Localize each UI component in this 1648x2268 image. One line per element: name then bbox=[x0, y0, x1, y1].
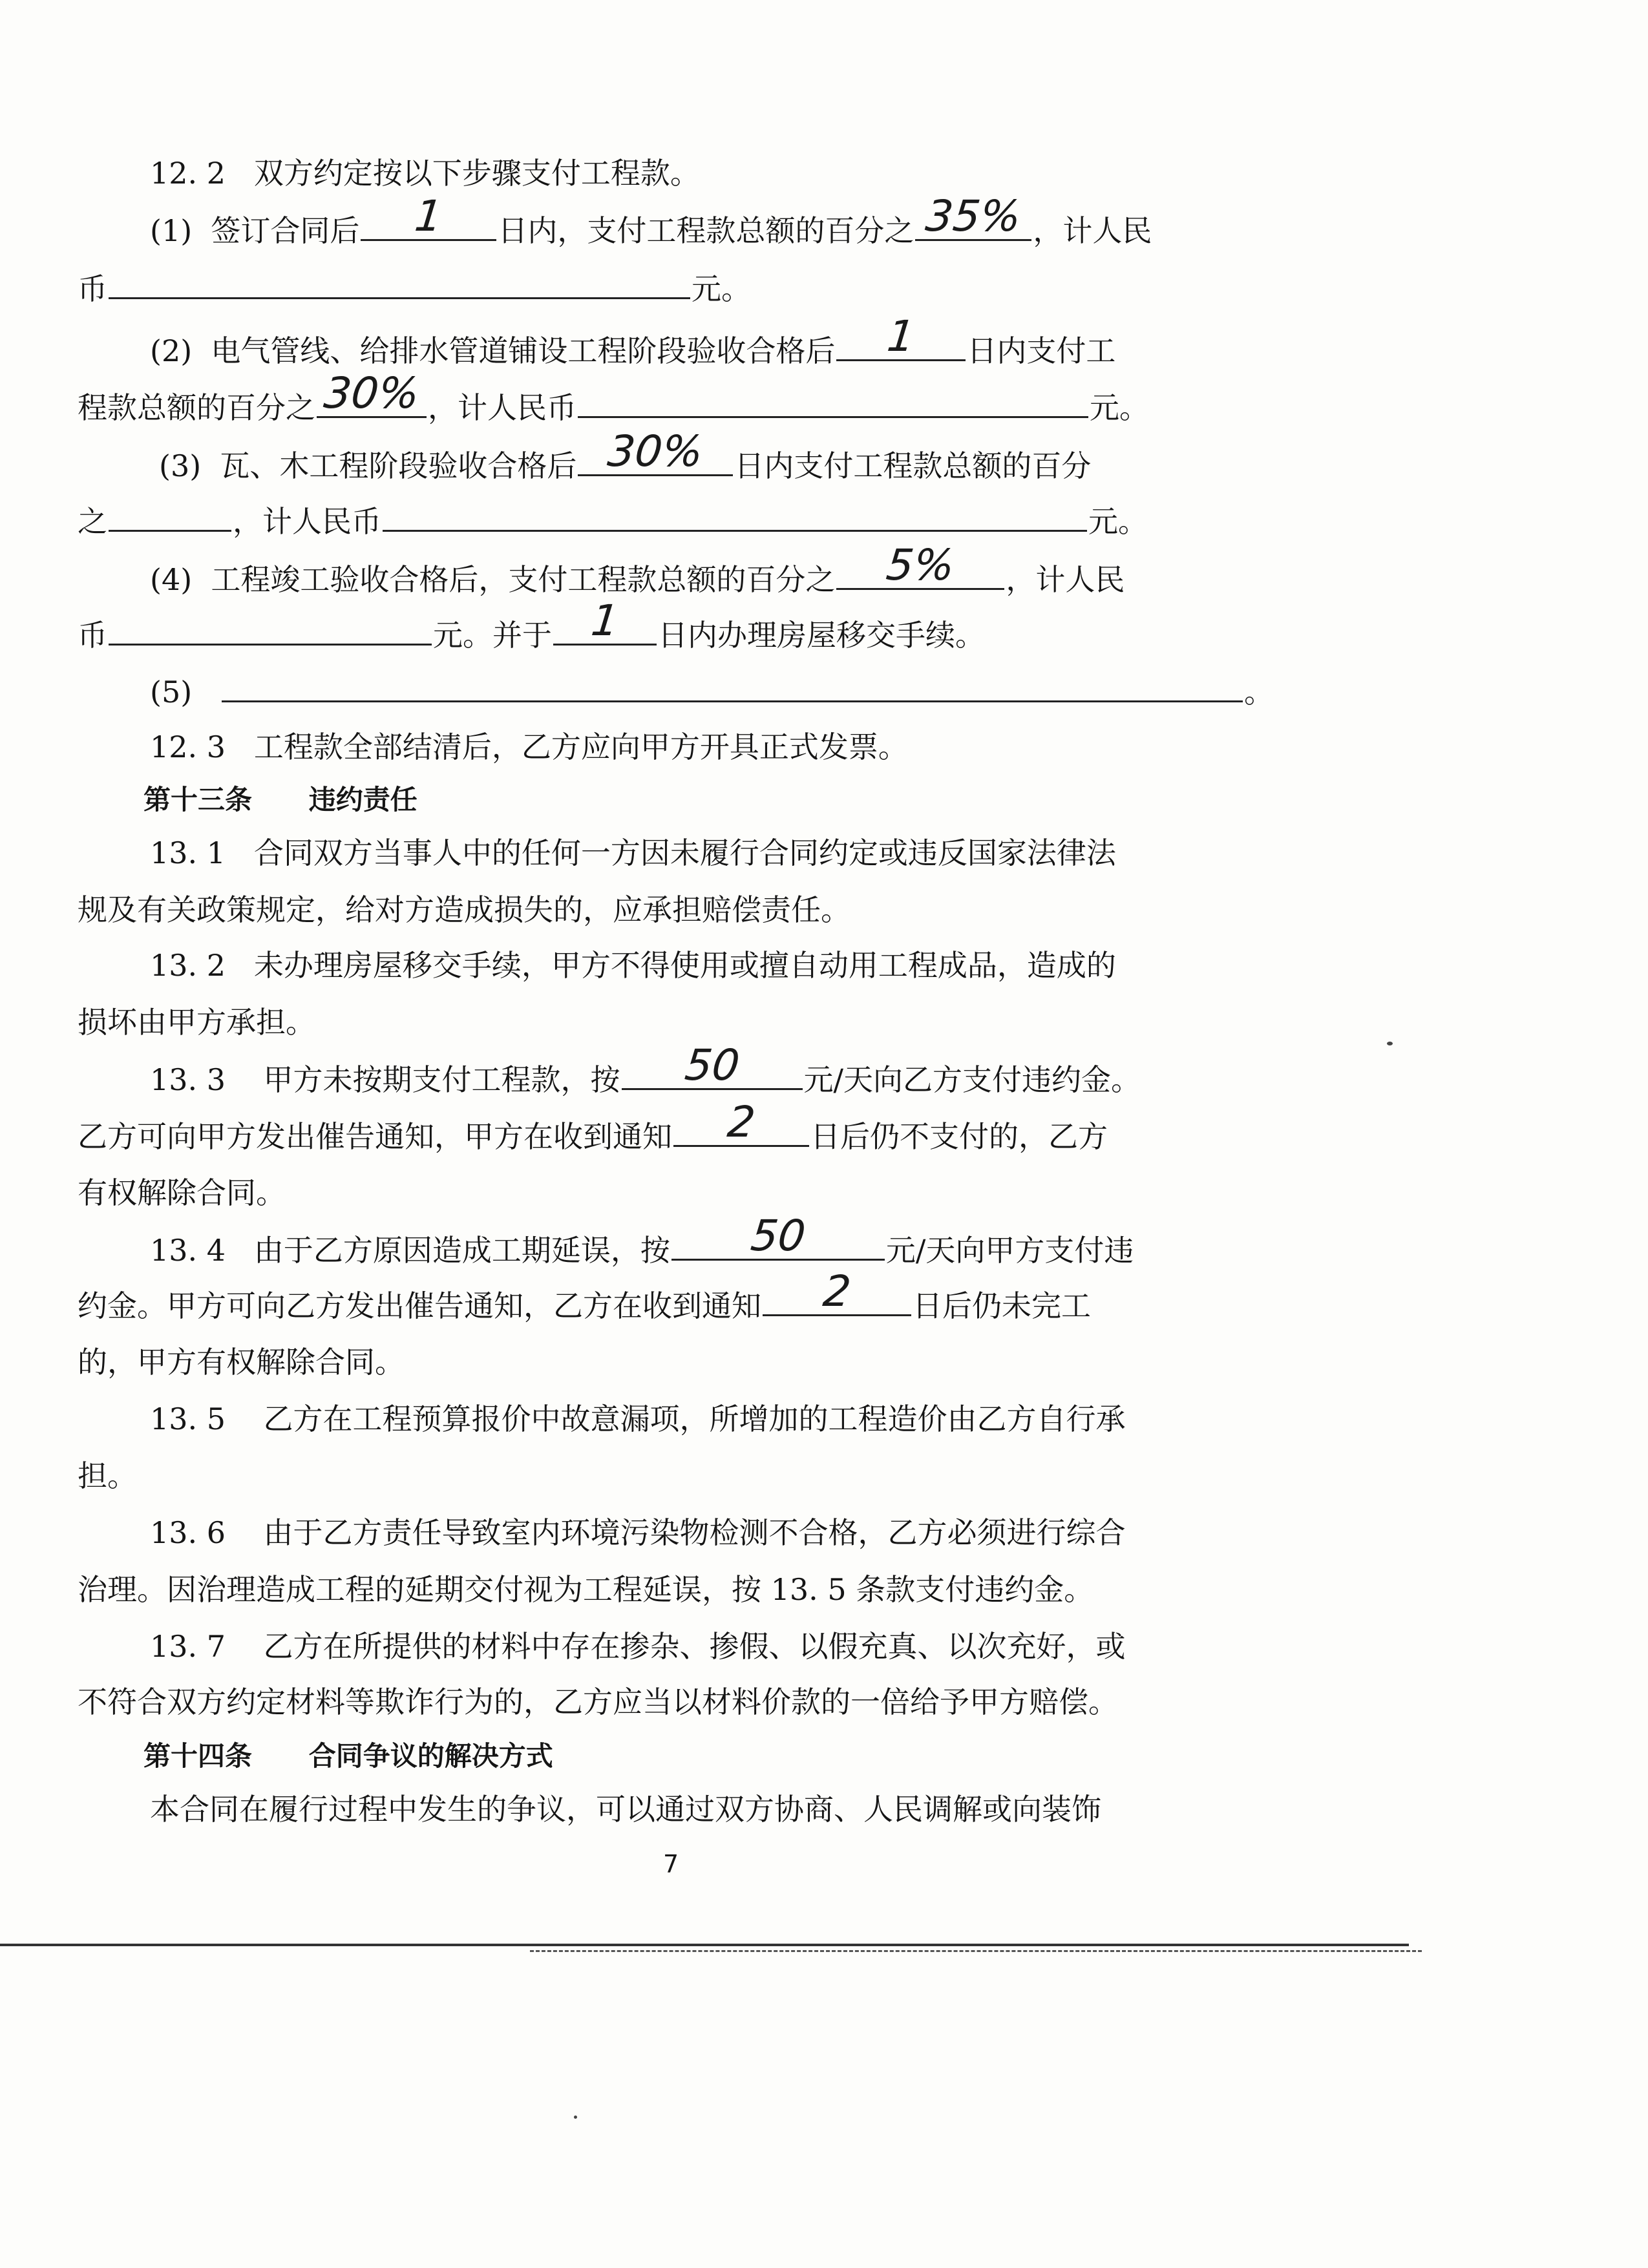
step-2-line: (2) 电气管线、给排水管道铺设工程阶段验收合格后 1 日内支付工 bbox=[150, 311, 1116, 368]
step-5-line: (5) 。 bbox=[150, 672, 1274, 711]
clause-13-4-line-2: 约金。甲方可向乙方发出催告通知，乙方在收到通知 2 日后仍未完工 bbox=[78, 1266, 1091, 1323]
clause-13-7-line-1: 13. 7 乙方在所提供的材料中存在掺杂、掺假、以假充真、以次充好，或 bbox=[150, 1629, 1126, 1664]
step-4-amount-line: 币 元。并于 1 日内办理房屋移交手续。 bbox=[78, 596, 985, 653]
step-3-days-blank: 30% bbox=[578, 446, 733, 476]
scan-speck bbox=[1387, 1042, 1393, 1045]
clause-13-3-line-2: 乙方可向甲方发出催告通知，甲方在收到通知 2 日后仍不支付的，乙方 bbox=[78, 1097, 1108, 1154]
article-14-text: 本合同在履行过程中发生的争议，可以通过双方协商、人民调解或向装饰 bbox=[150, 1792, 1101, 1827]
clause-13-4-rate-blank: 50 bbox=[671, 1230, 885, 1261]
step-2-days-blank: 1 bbox=[836, 331, 966, 361]
clause-13-3-line-3: 有权解除合同。 bbox=[78, 1175, 286, 1210]
clause-13-4-line-3: 的，甲方有权解除合同。 bbox=[78, 1345, 405, 1380]
clause-13-1-line-2: 规及有关政策规定，给对方造成损失的，应承担赔偿责任。 bbox=[78, 892, 850, 927]
clause-13-4-days-blank: 2 bbox=[763, 1286, 911, 1316]
step-2-amount-blank bbox=[578, 388, 1088, 418]
page-number: 7 bbox=[663, 1850, 679, 1878]
step-4-line: (4) 工程竣工验收合格后，支付工程款总额的百分之 5% ，计人民 bbox=[150, 540, 1125, 597]
clause-13-4-line-1: 13. 4 由于乙方原因造成工期延误，按 50 元/天向甲方支付违 bbox=[150, 1211, 1134, 1268]
step-4-days-blank: 1 bbox=[553, 615, 657, 646]
clause-13-6-line-1: 13. 6 由于乙方责任导致室内环境污染物检测不合格，乙方必须进行综合 bbox=[150, 1515, 1126, 1550]
clause-13-3-days-blank: 2 bbox=[673, 1117, 809, 1147]
article-13-heading: 第十三条 违约责任 bbox=[143, 784, 417, 815]
clause-12-2: 12. 2 双方约定按以下步骤支付工程款。 bbox=[150, 156, 700, 191]
clause-13-3-line-1: 13. 3 甲方未按期支付工程款，按 50 元/天向乙方支付违约金。 bbox=[150, 1040, 1141, 1097]
step-1-days-blank: 1 bbox=[361, 211, 496, 241]
clause-13-2-line-2: 损坏由甲方承担。 bbox=[78, 1005, 315, 1040]
step-1-amount-line: 币 元。 bbox=[78, 269, 751, 308]
scan-edge-dashes bbox=[530, 1950, 1422, 1952]
step-2-amount-line: 程款总额的百分之 30% ，计人民币 元。 bbox=[78, 368, 1149, 425]
step-3-amount-blank bbox=[383, 501, 1087, 532]
article-14-heading: 第十四条 合同争议的解决方式 bbox=[143, 1740, 553, 1772]
clause-13-6-line-2: 治理。因治理造成工程的延期交付视为工程延误，按 13. 5 条款支付违约金。 bbox=[78, 1572, 1094, 1607]
step-1-line: (1) 签订合同后 1 日内，支付工程款总额的百分之 35% ，计人民 bbox=[150, 191, 1152, 248]
clause-13-1-line-1: 13. 1 合同双方当事人中的任何一方因未履行合同约定或违反国家法律法 bbox=[150, 835, 1116, 870]
step-4-amount-blank bbox=[109, 615, 432, 646]
step-3-percent-blank bbox=[109, 501, 231, 532]
step-3-amount-line: 之 ，计人民币 元。 bbox=[78, 501, 1148, 541]
step-2-percent-blank: 30% bbox=[317, 388, 427, 418]
clause-13-5-line-1: 13. 5 乙方在工程预算报价中故意漏项，所增加的工程造价由乙方自行承 bbox=[150, 1402, 1126, 1436]
step-1-amount-blank bbox=[109, 269, 690, 299]
step-3-line: (3) 瓦、木工程阶段验收合格后 30% 日内支付工程款总额的百分 bbox=[159, 426, 1092, 483]
scan-speck bbox=[574, 2116, 577, 2119]
clause-13-3-rate-blank: 50 bbox=[622, 1060, 803, 1090]
step-5-blank bbox=[222, 672, 1243, 702]
clause-12-3: 12. 3 工程款全部结清后，乙方应向甲方开具正式发票。 bbox=[150, 730, 908, 764]
clause-13-2-line-1: 13. 2 未办理房屋移交手续，甲方不得使用或擅自动用工程成品，造成的 bbox=[150, 948, 1116, 983]
step-1-percent-blank: 35% bbox=[915, 211, 1031, 241]
scan-edge-line bbox=[0, 1944, 1409, 1946]
clause-13-7-line-2: 不符合双方约定材料等欺诈行为的，乙方应当以材料价款的一倍给予甲方赔偿。 bbox=[78, 1685, 1118, 1719]
step-4-percent-blank: 5% bbox=[836, 560, 1004, 590]
clause-13-5-line-2: 担。 bbox=[78, 1458, 137, 1493]
